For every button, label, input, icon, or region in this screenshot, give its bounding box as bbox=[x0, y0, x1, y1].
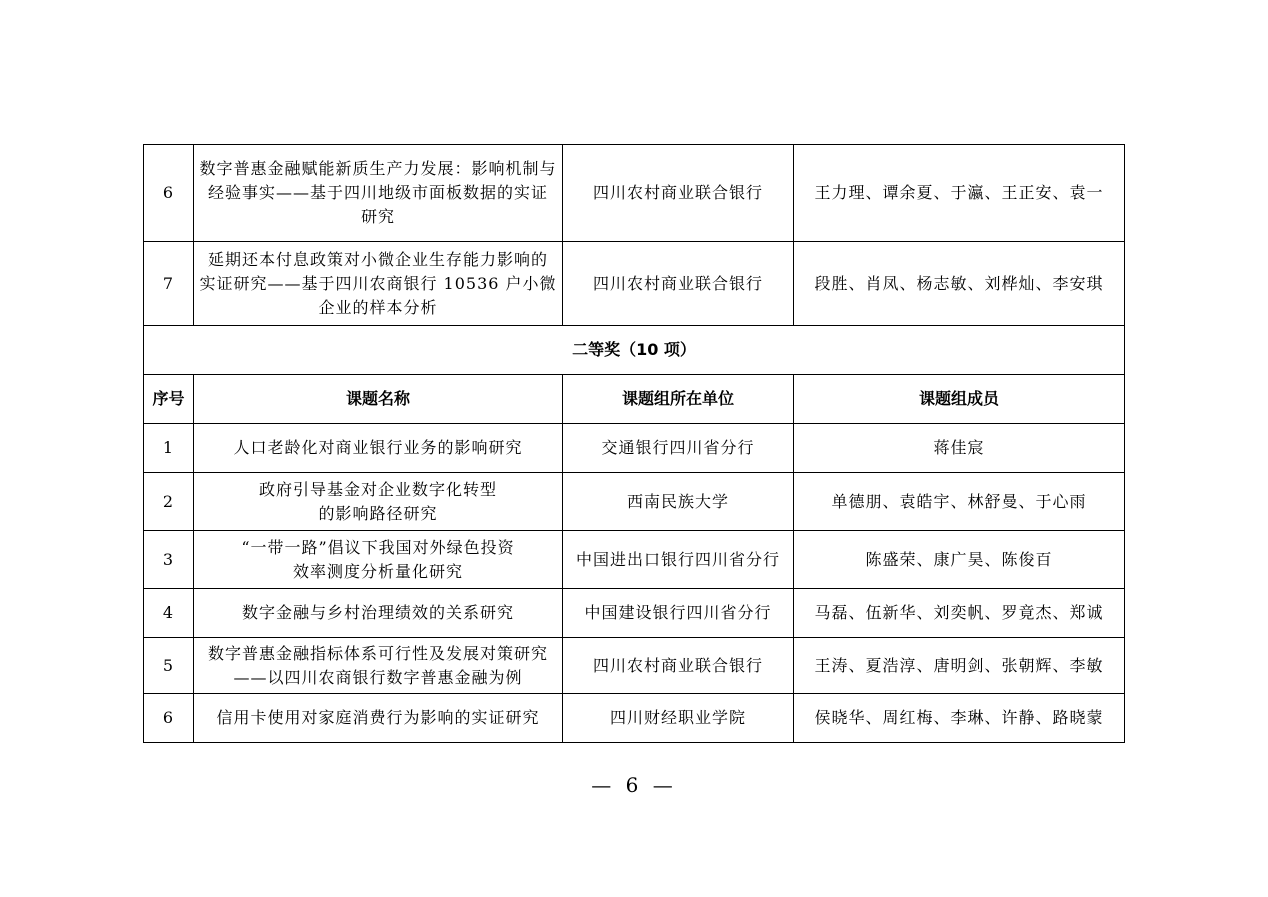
topic-unit: 四川农村商业联合银行 bbox=[563, 242, 794, 326]
topic-title: 延期还本付息政策对小微企业生存能力影响的 实证研究——基于四川农商银行 10536 户小微 企业的样本分析 bbox=[194, 242, 563, 326]
topic-members: 陈盛荣、康广昊、陈俊百 bbox=[794, 531, 1125, 589]
row-number: 6 bbox=[144, 694, 194, 743]
table-row bbox=[144, 589, 1125, 638]
topic-unit: 中国进出口银行四川省分行 bbox=[563, 531, 794, 589]
topic-members: 王涛、夏浩淳、唐明剑、张朝辉、李敏 bbox=[794, 638, 1125, 694]
row-number: 2 bbox=[144, 473, 194, 531]
row-number: 3 bbox=[144, 531, 194, 589]
header-row bbox=[144, 375, 1125, 424]
topic-title: 人口老龄化对商业银行业务的影响研究 bbox=[194, 424, 563, 473]
awards-table bbox=[143, 144, 1125, 743]
table-row bbox=[144, 694, 1125, 743]
topic-unit: 交通银行四川省分行 bbox=[563, 424, 794, 473]
table-row bbox=[144, 145, 1125, 242]
topic-title: 信用卡使用对家庭消费行为影响的实证研究 bbox=[194, 694, 563, 743]
topic-title: 数字金融与乡村治理绩效的关系研究 bbox=[194, 589, 563, 638]
topic-title: 政府引导基金对企业数字化转型 的影响路径研究 bbox=[194, 473, 563, 531]
row-number: 4 bbox=[144, 589, 194, 638]
table-row bbox=[144, 638, 1125, 694]
header-title: 课题名称 bbox=[194, 375, 563, 424]
topic-members: 单德朋、袁皓宇、林舒曼、于心雨 bbox=[794, 473, 1125, 531]
topic-unit: 中国建设银行四川省分行 bbox=[563, 589, 794, 638]
section-title: 二等奖（10 项） bbox=[144, 326, 1125, 375]
topic-unit: 四川财经职业学院 bbox=[563, 694, 794, 743]
row-number: 1 bbox=[144, 424, 194, 473]
table-row bbox=[144, 424, 1125, 473]
topic-unit: 四川农村商业联合银行 bbox=[563, 638, 794, 694]
topic-members: 侯晓华、周红梅、李琳、许静、路晓蒙 bbox=[794, 694, 1125, 743]
topic-members: 段胜、肖凤、杨志敏、刘桦灿、李安琪 bbox=[794, 242, 1125, 326]
header-unit: 课题组所在单位 bbox=[563, 375, 794, 424]
page-number: — 6 — bbox=[591, 773, 677, 797]
topic-members: 马磊、伍新华、刘奕帆、罗竟杰、郑诚 bbox=[794, 589, 1125, 638]
topic-unit: 四川农村商业联合银行 bbox=[563, 145, 794, 242]
table-row bbox=[144, 473, 1125, 531]
topic-members: 蒋佳宸 bbox=[794, 424, 1125, 473]
topic-unit: 西南民族大学 bbox=[563, 473, 794, 531]
row-number: 5 bbox=[144, 638, 194, 694]
row-number: 6 bbox=[144, 145, 194, 242]
topic-title: 数字普惠金融赋能新质生产力发展：影响机制与 经验事实——基于四川地级市面板数据的实证 研究 bbox=[194, 145, 563, 242]
table-row bbox=[144, 242, 1125, 326]
topic-title: 数字普惠金融指标体系可行性及发展对策研究 ——以四川农商银行数字普惠金融为例 bbox=[194, 638, 563, 694]
topic-title: “一带一路”倡议下我国对外绿色投资 效率测度分析量化研究 bbox=[194, 531, 563, 589]
header-number: 序号 bbox=[144, 375, 194, 424]
header-members: 课题组成员 bbox=[794, 375, 1125, 424]
table-row bbox=[144, 531, 1125, 589]
section-heading-row bbox=[144, 326, 1125, 375]
row-number: 7 bbox=[144, 242, 194, 326]
topic-members: 王力理、谭余夏、于瀛、王正安、袁一 bbox=[794, 145, 1125, 242]
